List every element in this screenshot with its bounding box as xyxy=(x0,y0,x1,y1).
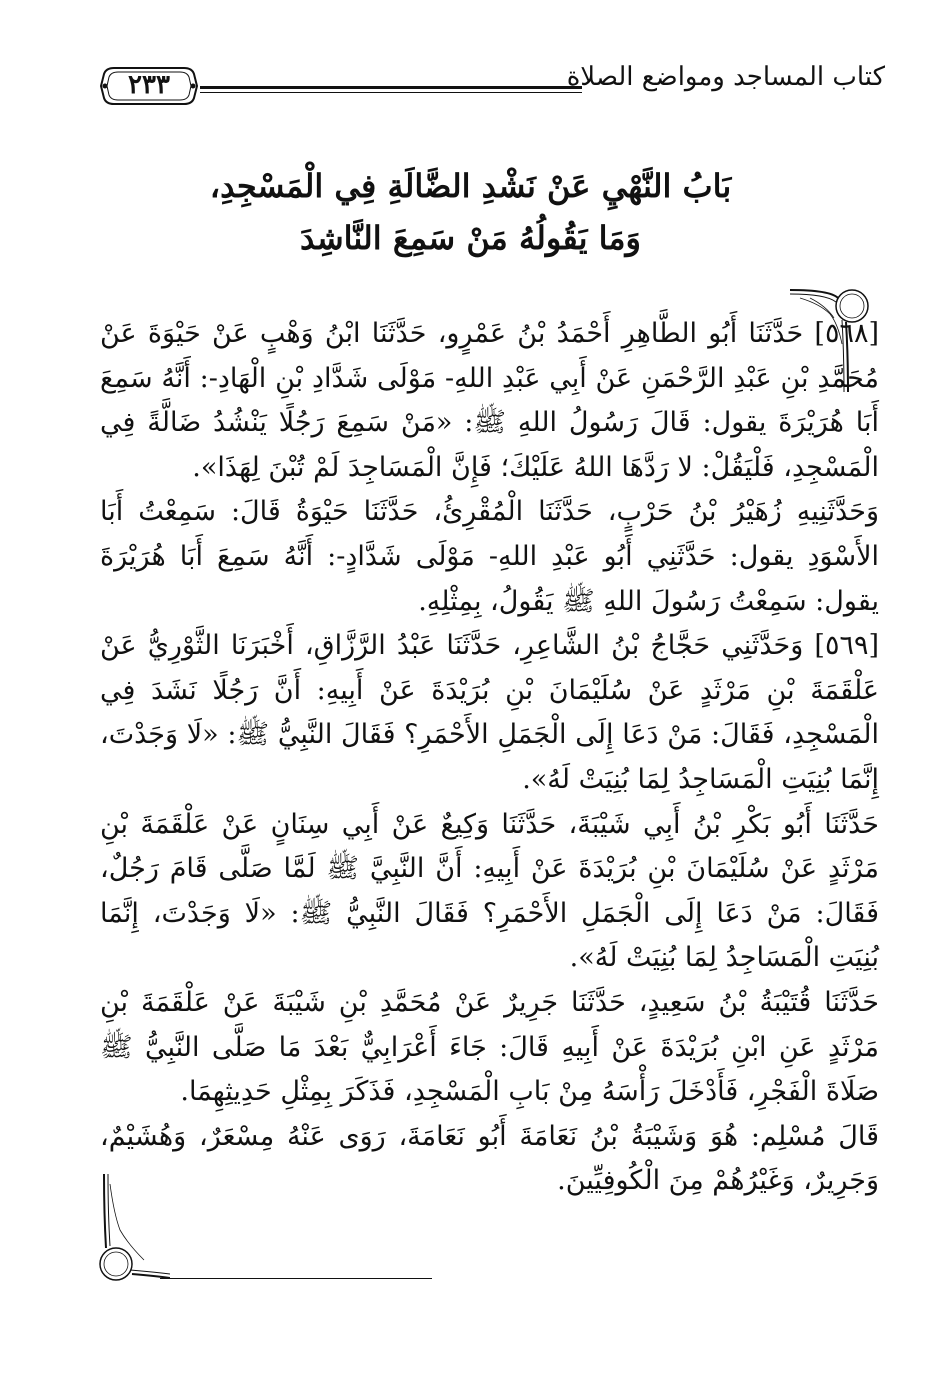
page-number-frame xyxy=(100,64,198,108)
chapter-title xyxy=(100,160,841,264)
hadith-paragraph: [٥٦٨] حَدَّثَنَا أَبُو الطَّاهِرِ أَحْمَدُ بْنُ عَمْرٍو، حَدَّثَنَا ابْنُ وَهْبٍ عَنْ حَيْوَةَ عَنْ مُحَمَّدِ بْنِ عَبْدِ الرَّحْمَنِ عَنْ أَبِي عَبْدِ اللهِ- مَوْلَى شَدَّادِ بْنِ الْهَادِ-: أَنَّهُ سَمِعَ أَبَا هُرَيْرَةَ يقول: قَالَ رَسُولُ اللهِ ﷺ: «مَنْ سَمِعَ رَجُلًا يَنْشُدُ ضَالَّةً فِي الْمَسْجِدِ، فَلْيَقُلْ: لا رَدَّهَا اللهُ عَلَيْكَ؛ فَإِنَّ الْمَسَاجِدَ لَمْ تُبْنَ لِهَذَا». xyxy=(100,318,879,483)
hadith-paragraph: وَحَدَّثَنِيهِ زُهَيْرُ بْنُ حَرْبٍ، حَدَّثَنَا الْمُقْرِئُ، حَدَّثَنَا حَيْوَةُ قَالَ: سَمِعْتُ أَبَا الأَسْوَدِ يقول: حَدَّثَنِي أَبُو عَبْدِ اللهِ- مَوْلَى شَدَّادٍ-: أَنَّهُ سَمِعَ أَبَا هُرَيْرَةَ يقول: سَمِعْتُ رَسُولَ اللهِ ﷺ يَقُولُ، بِمِثْلِهِ. xyxy=(100,496,879,617)
hadith-paragraph: [٥٦٩] وَحَدَّثَنِي حَجَّاجُ بْنُ الشَّاعِرِ، حَدَّثَنَا عَبْدُ الرَّزَّاقِ، أَخْبَرَنَا الثَّوْرِيُّ عَنْ عَلْقَمَةَ بْنِ مَرْثَدٍ عَنْ سُلَيْمَانَ بْنِ بُرَيْدَةَ عَنْ أَبِيهِ: أَنَّ رَجُلًا نَشَدَ فِي الْمَسْجِدِ، فَقَالَ: مَنْ دَعَا إِلَى الْجَمَلِ الأَحْمَرِ؟ فَقَالَ النَّبِيُّ ﷺ: «لَا وَجَدْتَ، إِنَّمَا بُنِيَتِ الْمَسَاجِدُ لِمَا بُنِيَتْ لَهُ». xyxy=(100,630,879,795)
hadith-paragraph: قَالَ مُسْلِم: هُوَ وَشَيْبَةُ بْنُ نَعَامَةَ أَبُو نَعَامَةَ، رَوَى عَنْهُ مِسْعَرٌ، وَهُشَيْمٌ، وَجَرِيرٌ، وَغَيْرُهُمْ مِنَ الْكُوفِيِّينَ. xyxy=(100,1120,879,1197)
footnote-rule xyxy=(160,1278,432,1279)
hadith-paragraph: حَدَّثَنَا أَبُو بَكْرِ بْنُ أَبِي شَيْبَةَ، حَدَّثَنَا وَكِيعٌ عَنْ أَبِي سِنَانٍ عَنْ عَلْقَمَةَ بْنِ مَرْثَدٍ عَنْ سُلَيْمَانَ بْنِ بُرَيْدَةَ عَنْ أَبِيهِ: أَنَّ النَّبِيَّ ﷺ لَمَّا صَلَّى قَامَ رَجُلٌ، فَقَالَ: مَنْ دَعَا إِلَى الْجَمَلِ الأَحْمَرِ؟ فَقَالَ النَّبِيُّ ﷺ: «لَا وَجَدْتَ، إِنَّمَا بُنِيَتِ الْمَسَاجِدُ لِمَا بُنِيَتْ لَهُ». xyxy=(100,808,879,974)
chapter-title-line-1: بَابُ النَّهْيِ عَنْ نَشْدِ الضَّالَةِ فِي الْمَسْجِدِ، xyxy=(209,167,732,205)
chapter-title-line-2: وَمَا يَقُولُهُ مَنْ سَمِعَ النَّاشِدَ xyxy=(300,219,641,257)
page-number: ٢٣٣ xyxy=(128,70,170,100)
header-rule xyxy=(200,86,582,89)
corner-ornament-bottom-icon xyxy=(96,1174,170,1286)
hadith-paragraph: حَدَّثَنَا قُتَيْبَةُ بْنُ سَعِيدٍ، حَدَّثَنَا جَرِيرٌ عَنْ مُحَمَّدِ بْنِ شَيْبَةَ عَنْ عَلْقَمَةَ بْنِ مَرْثَدٍ عَنِ ابْنِ بُرَيْدَةَ عَنْ أَبِيهِ قَالَ: جَاءَ أَعْرَابِيٌّ بَعْدَ مَا صَلَّى النَّبِيُّ ﷺ صَلَاةَ الْفَجْرِ، فَأَدْخَلَ رَأْسَهُ مِنْ بَابِ الْمَسْجِدِ، فَذَكَرَ بِمِثْلِ حَدِيثِهِمَا. xyxy=(100,986,879,1108)
hadith-text xyxy=(100,312,879,1204)
book-title: كتاب المساجد ومواضع الصلاة xyxy=(566,62,885,92)
